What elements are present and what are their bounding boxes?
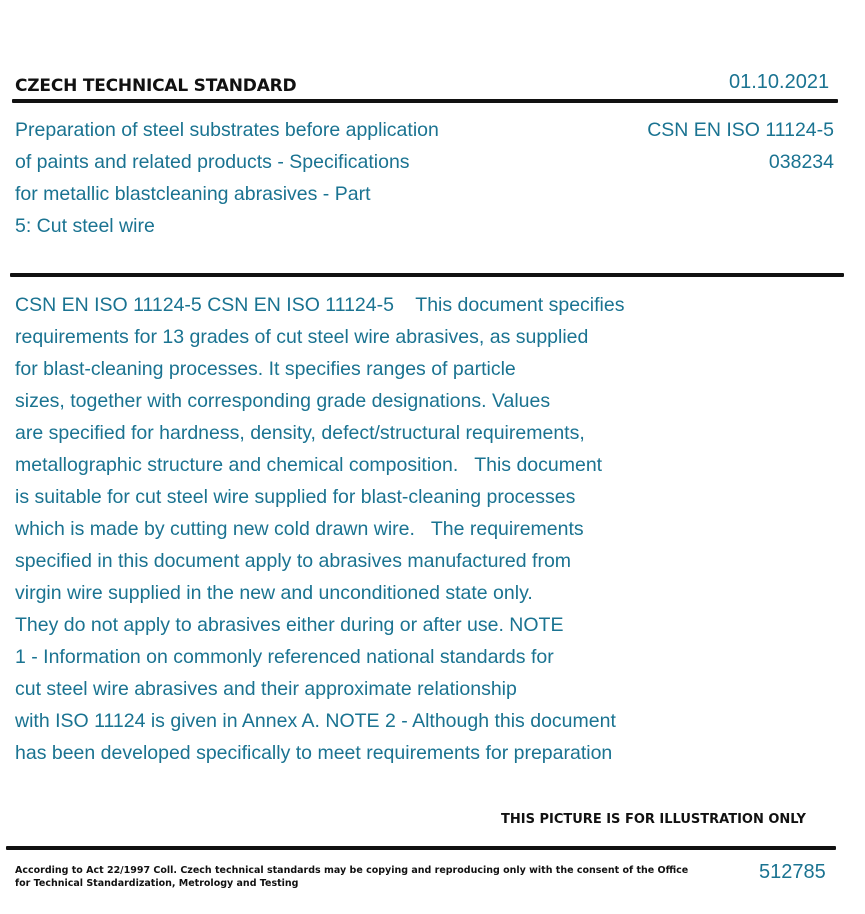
- abstract-line: has been developed specifically to meet requirements for preparation: [15, 742, 613, 764]
- abstract-line: sizes, together with corresponding grade designations. Values: [15, 390, 551, 412]
- title-line: of paints and related products - Specifications: [15, 151, 410, 173]
- abstract-line: specified in this document apply to abrasives manufactured from: [15, 550, 572, 572]
- catalog-number: 038234: [768, 151, 834, 173]
- illustration-note: THIS PICTURE IS FOR ILLUSTRATION ONLY: [501, 812, 806, 827]
- title-divider: [10, 273, 844, 277]
- legal-line: for Technical Standardization, Metrology and Testing: [15, 878, 299, 889]
- abstract-line: which is made by cutting new cold drawn wire. The requirements: [15, 518, 584, 540]
- publication-date: 01.10.2021: [729, 71, 830, 93]
- header-divider: [12, 99, 838, 103]
- abstract-line: They do not apply to abrasives either during or after use. NOTE: [15, 614, 564, 636]
- abstract-text: [15, 289, 624, 769]
- standard-brand-heading: CZECH TECHNICAL STANDARD: [15, 76, 297, 96]
- abstract-line: requirements for 13 grades of cut steel wire abrasives, as supplied: [15, 326, 589, 348]
- standard-code: CSN EN ISO 11124-5: [647, 119, 834, 141]
- abstract-line: 1 - Information on commonly referenced national standards for: [15, 646, 554, 668]
- footer-divider: [6, 846, 836, 850]
- document-title: [15, 114, 439, 242]
- title-line: for metallic blastcleaning abrasives - Part: [15, 183, 371, 205]
- legal-notice: [15, 864, 688, 890]
- abstract-line: cut steel wire abrasives and their approximate relationship: [15, 678, 517, 700]
- abstract-line: CSN EN ISO 11124-5 CSN EN ISO 11124-5 This document specifies: [15, 294, 625, 316]
- abstract-line: virgin wire supplied in the new and unconditioned state only.: [15, 582, 533, 604]
- title-line: Preparation of steel substrates before application: [15, 119, 439, 141]
- abstract-line: with ISO 11124 is given in Annex A. NOTE 2 - Although this document: [15, 710, 616, 732]
- abstract-line: are specified for hardness, density, defect/structural requirements,: [15, 422, 585, 444]
- document-number: 512785: [759, 861, 826, 883]
- abstract-line: is suitable for cut steel wire supplied for blast-cleaning processes: [15, 486, 576, 508]
- abstract-line: metallographic structure and chemical composition. This document: [15, 454, 603, 476]
- title-line: 5: Cut steel wire: [15, 215, 155, 237]
- abstract-line: for blast-cleaning processes. It specifies ranges of particle: [15, 358, 516, 380]
- standard-identifiers: [647, 114, 834, 178]
- legal-line: According to Act 22/1997 Coll. Czech technical standards may be copying and reproducing only with the consent of the Office: [15, 865, 689, 876]
